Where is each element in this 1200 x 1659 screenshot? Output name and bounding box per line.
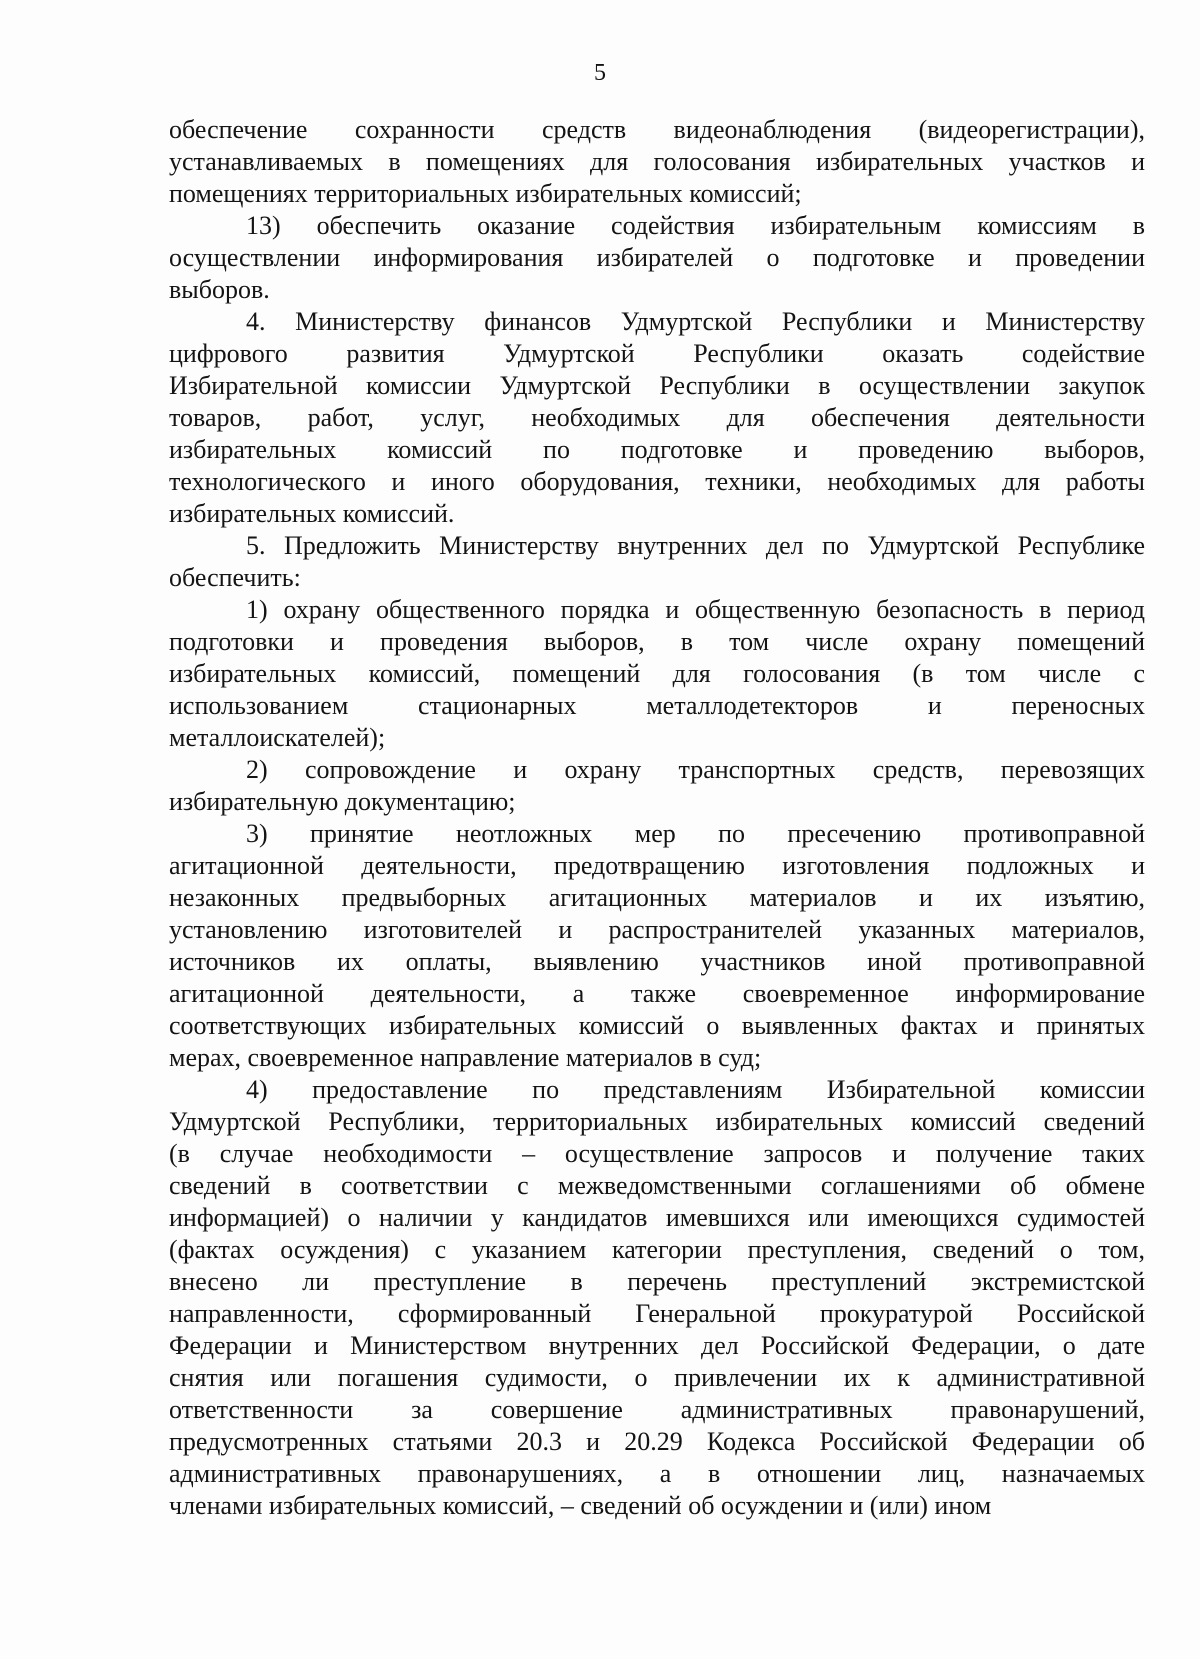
text-line: избирательную документацию; (169, 787, 516, 816)
text-line: Удмуртской Республики, территориальных избирательных комиссий сведений (169, 1107, 1145, 1136)
text-line: агитационной деятельности, предотвращению изготовления подложных и (169, 851, 1145, 880)
text-line: ответственности за совершение административных правонарушений, (169, 1395, 1145, 1424)
text-line: подготовки и проведения выборов, в том числе охрану помещений (169, 627, 1145, 656)
text-line: предусмотренных статьями 20.3 и 20.29 Кодекса Российской Федерации об (169, 1427, 1145, 1456)
text-line: цифрового развития Удмуртской Республики оказать содействие (169, 339, 1145, 368)
text-line: избирательных комиссий, помещений для голосования (в том числе с (169, 659, 1145, 688)
text-line: административных правонарушениях, а в отношении лиц, назначаемых (169, 1459, 1145, 1488)
text-line: внесено ли преступление в перечень преступлений экстремистской (169, 1267, 1145, 1296)
text-line: снятия или погашения судимости, о привлечении их к административной (169, 1363, 1145, 1392)
text-line: использованием стационарных металлодетекторов и переносных (169, 691, 1145, 720)
paragraph-item-5-3 (169, 818, 1145, 1074)
text-line: избирательных комиссий по подготовке и проведению выборов, (169, 435, 1145, 464)
text-line: незаконных предвыборных агитационных материалов и их изъятию, (169, 883, 1145, 912)
paragraph-item-5-4 (169, 1074, 1145, 1522)
text-line: 4) предоставление по представлениям Избирательной комиссии (246, 1075, 1145, 1104)
text-line: товаров, работ, услуг, необходимых для обеспечения деятельности (169, 403, 1145, 432)
text-line: Федерации и Министерством внутренних дел Российской Федерации, о дате (169, 1331, 1145, 1360)
text-line: сведений в соответствии с межведомственными соглашениями об обмене (169, 1171, 1145, 1200)
text-line: мерах, своевременное направление материалов в суд; (169, 1043, 762, 1072)
page-number: 5 (594, 60, 606, 86)
paragraph-section-5 (169, 530, 1145, 594)
text-line: агитационной деятельности, а также своевременное информирование (169, 979, 1145, 1008)
text-line: помещениях территориальных избирательных комиссий; (169, 179, 802, 208)
paragraph-item-5-1 (169, 594, 1145, 754)
text-line: (в случае необходимости – осуществление запросов и получение таких (169, 1139, 1145, 1168)
text-line: выборов. (169, 275, 270, 304)
text-line: технологического и иного оборудования, техники, необходимых для работы (169, 467, 1145, 496)
text-line: 2) сопровождение и охрану транспортных средств, перевозящих (246, 755, 1145, 784)
paragraph-section-4 (169, 306, 1145, 530)
paragraph-item-5-2 (169, 754, 1145, 818)
document-body (169, 114, 1145, 1522)
text-line: 4. Министерству финансов Удмуртской Республики и Министерству (246, 307, 1145, 336)
text-line: направленности, сформированный Генеральной прокуратурой Российской (169, 1299, 1145, 1328)
text-line: информацией) о наличии у кандидатов имевшихся или имеющихся судимостей (169, 1203, 1145, 1232)
paragraph-continuation-12 (169, 114, 1145, 210)
text-line: Избирательной комиссии Удмуртской Республики в осуществлении закупок (169, 371, 1145, 400)
text-line: соответствующих избирательных комиссий о выявленных фактах и принятых (169, 1011, 1145, 1040)
text-line: осуществлении информирования избирателей о подготовке и проведении (169, 243, 1145, 272)
text-line: 5. Предложить Министерству внутренних дел по Удмуртской Республике (246, 531, 1145, 560)
text-line: членами избирательных комиссий, – сведений об осуждении и (или) ином (169, 1491, 992, 1520)
text-line: источников их оплаты, выявлению участников иной противоправной (169, 947, 1145, 976)
text-line: избирательных комиссий. (169, 499, 455, 528)
text-line: обеспечение сохранности средств видеонаблюдения (видеорегистрации), (169, 115, 1145, 144)
text-line: (фактах осуждения) с указанием категории преступления, сведений о том, (169, 1235, 1145, 1264)
text-line: 3) принятие неотложных мер по пресечению противоправной (246, 819, 1145, 848)
text-line: металлоискателей); (169, 723, 386, 752)
paragraph-item-3-13 (169, 210, 1145, 306)
text-line: установлению изготовителей и распространителей указанных материалов, (169, 915, 1145, 944)
text-line: 13) обеспечить оказание содействия избирательным комиссиям в (246, 211, 1145, 240)
text-line: обеспечить: (169, 563, 301, 592)
text-line: 1) охрану общественного порядка и общественную безопасность в период (246, 595, 1145, 624)
text-line: устанавливаемых в помещениях для голосования избирательных участков и (169, 147, 1145, 176)
